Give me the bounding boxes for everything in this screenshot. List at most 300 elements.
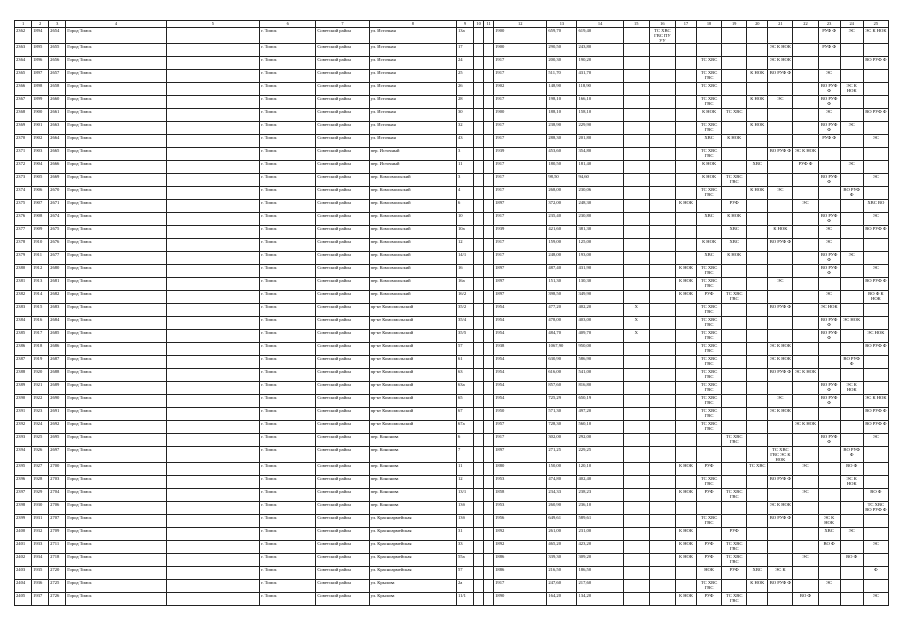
table-cell: 2363 [15,44,32,57]
table-cell: г. Томск [260,447,316,463]
table-cell: ЭС К НОК [793,148,818,161]
table-cell: ул. Источная [369,28,456,44]
table-cell: 1892 [494,528,547,541]
table-cell [166,580,259,593]
table-cell: 2704 [49,489,66,502]
table-cell: К НОК [675,489,696,502]
table-cell: 1905 [32,174,49,187]
table-cell [623,174,649,187]
table-cell [697,434,722,447]
table-cell: Советский район [316,528,369,541]
table-cell: ВО РУФ Ф [768,515,793,528]
column-number: 11 [484,21,494,28]
column-number: 7 [316,21,369,28]
table-cell: ТС ХВС ГВС [697,317,722,330]
table-row [15,122,889,135]
table-cell: К НОК [675,593,696,606]
table-cell: 950,00 [577,343,623,356]
table-cell: 2395 [15,463,32,476]
table-cell [793,356,818,369]
table-cell: пер. Кононова [369,447,456,463]
table-cell: 198,10 [547,96,577,109]
table-cell [166,44,259,57]
table-cell: пер. Комсомольский [369,278,456,291]
table-cell [818,489,840,502]
table-row [15,369,889,382]
table-cell: 2а [456,580,473,593]
table-cell [747,317,768,330]
table-cell: ХВС [722,226,747,239]
table-cell: Советский район [316,593,369,606]
table-cell [675,408,696,421]
table-cell [768,317,793,330]
table-cell: 2371 [15,148,32,161]
table-cell [166,541,259,554]
table-cell: 2692 [49,421,66,434]
table-cell: 372,00 [547,200,577,213]
table-cell [818,57,840,70]
table-row [15,593,889,606]
table-cell: 120,10 [577,463,623,476]
table-cell [649,356,675,369]
table-row [15,554,889,567]
table-cell: ВО РУФ Ф [818,252,840,265]
table-cell: 1957 [494,421,547,434]
table-row [15,278,889,291]
table-cell: Советский район [316,226,369,239]
table-cell [793,434,818,447]
table-cell: 2378 [15,239,32,252]
table-cell: РУФ [722,528,747,541]
table-row [15,343,889,356]
table-row [15,213,889,226]
table-cell: 1924 [32,421,49,434]
table-cell [793,265,818,278]
table-cell: 158,10 [577,109,623,122]
table-cell: Советский район [316,278,369,291]
table-cell: Город Томск [66,593,166,606]
table-cell: пер. Комсомольский [369,291,456,304]
table-cell: 16 [456,265,473,278]
table-cell: 11/1 [456,593,473,606]
table-cell [484,57,494,70]
table-cell: 1895 [32,44,49,57]
table-cell [484,330,494,343]
table-cell: ул. Источная [369,70,456,83]
table-cell: РУФ [697,489,722,502]
table-cell [793,304,818,317]
table-cell [484,135,494,148]
table-cell [484,421,494,434]
table-cell: 2377 [15,226,32,239]
table-cell: 2370 [15,135,32,148]
table-cell: 2689 [49,382,66,395]
table-cell [840,330,863,343]
column-number: 1 [15,21,32,28]
table-cell: 125,00 [577,239,623,252]
table-cell [623,593,649,606]
table-cell: ВО РУФ Ф [818,122,840,135]
table-cell: 423,20 [577,541,623,554]
table-cell [722,382,747,395]
table-cell [484,148,494,161]
table-cell: Город Томск [66,239,166,252]
table-cell: Советский район [316,135,369,148]
column-number: 16 [649,21,675,28]
table-cell [649,278,675,291]
table-cell: 268,00 [547,187,577,200]
table-cell: 134,20 [577,593,623,606]
table-cell: Советский район [316,421,369,434]
table-cell [166,135,259,148]
table-cell: 1928 [32,476,49,489]
table-cell: К НОК [747,122,768,135]
table-cell: ХВС [697,252,722,265]
table-cell: 421,60 [547,226,577,239]
table-cell: ЭС [840,528,863,541]
table-cell [818,476,840,489]
table-cell: г. Томск [260,502,316,515]
table-cell: 2681 [49,278,66,291]
table-row [15,502,889,515]
table-cell [623,278,649,291]
table-cell [722,96,747,109]
column-number: 14 [577,21,623,28]
table-cell: ЭС [863,541,888,554]
table-cell: ЭС [818,239,840,252]
table-cell: 166,10 [577,96,623,109]
table-cell [649,291,675,304]
table-cell [623,408,649,421]
table-cell [747,265,768,278]
table-cell [863,580,888,593]
table-cell [649,408,675,421]
table-cell [863,187,888,200]
table-cell: г. Томск [260,96,316,109]
table-cell [649,252,675,265]
table-cell: 571,30 [547,408,577,421]
table-cell: Город Томск [66,408,166,421]
table-row [15,528,889,541]
table-row [15,476,889,489]
table-cell: РУФ [697,291,722,304]
table-cell: ТС ХВС ГВС [697,421,722,434]
table-cell [474,395,484,408]
table-cell: ЭС К НОК [840,476,863,489]
table-row [15,304,889,317]
table-cell [840,421,863,434]
table-cell: РУФ Ф [818,28,840,44]
table-cell: ЭС [768,395,793,408]
table-cell: 67а [456,421,473,434]
table-cell: 659,70 [547,28,577,44]
table-cell: 1926 [32,447,49,463]
table-cell [474,28,484,44]
table-cell [649,317,675,330]
table-cell: 2375 [15,200,32,213]
table-cell: ТС ХВС ГВС [697,382,722,395]
table-cell: г. Томск [260,187,316,200]
table-cell: Советский район [316,44,369,57]
table-cell [675,161,696,174]
table-cell [747,554,768,567]
table-cell [649,304,675,317]
table-cell: ЭС [768,96,793,109]
table-cell: ХВС [722,239,747,252]
table-cell: ул. Крылова [369,580,456,593]
table-row [15,187,889,200]
table-cell [747,447,768,463]
table-cell: ЭС К НОК [768,44,793,57]
table-cell: 24 [456,57,473,70]
table-cell [474,554,484,567]
table-cell: 1900 [494,109,547,122]
table-cell: 1921 [32,382,49,395]
table-cell: пер. Кононова [369,434,456,447]
table-cell: 1900 [32,109,49,122]
table-cell [474,109,484,122]
table-cell: ВО РУФ Ф [840,447,863,463]
table-cell: 1923 [32,408,49,421]
table-cell: Город Томск [66,174,166,187]
table-cell: 1067,90 [547,343,577,356]
table-cell [484,122,494,135]
table-cell: ВО РУФ Ф [768,580,793,593]
table-cell [474,148,484,161]
table-cell: 2726 [49,593,66,606]
table-cell: 2700 [49,463,66,476]
column-number: 18 [697,21,722,28]
table-cell: 1954 [494,330,547,343]
table-cell: 2398 [15,502,32,515]
table-cell: 2682 [49,291,66,304]
table-cell [474,580,484,593]
table-cell: ул. Красноармейская [369,528,456,541]
table-cell [649,239,675,252]
table-cell: К НОК [697,109,722,122]
table-cell: пр-кт Комсомольский [369,382,456,395]
table-cell [863,70,888,83]
table-cell: Город Томск [66,252,166,265]
table-cell: 2385 [15,330,32,343]
table-cell [474,382,484,395]
table-cell [747,304,768,317]
table-cell [649,57,675,70]
table-cell: ЭС К НОК [840,382,863,395]
table-cell [840,70,863,83]
table-cell: Город Томск [66,28,166,44]
table-cell [768,252,793,265]
table-cell [675,135,696,148]
column-number: 21 [768,21,793,28]
table-cell: 2658 [49,83,66,96]
table-cell: 61 [456,356,473,369]
table-cell: ТС ХВС ГВС [697,356,722,369]
table-cell [722,148,747,161]
table-cell: ЭС [863,174,888,187]
column-number: 22 [793,21,818,28]
table-cell [818,567,840,580]
table-cell: Советский район [316,57,369,70]
table-cell [793,28,818,44]
table-cell: ЭС [840,252,863,265]
table-cell: Советский район [316,70,369,83]
table-cell: 1934 [32,554,49,567]
table-cell: ТС ХВС ГВС [722,593,747,606]
table-cell: 1953 [494,476,547,489]
table-cell: РУФ Ф [818,44,840,57]
table-cell: 2677 [49,252,66,265]
table-cell [623,476,649,489]
table-cell: 1906 [32,187,49,200]
table-cell: 1954 [494,395,547,408]
table-cell [840,541,863,554]
table-cell [474,421,484,434]
table-cell [747,395,768,408]
table-cell [474,317,484,330]
table-cell: 1917 [494,57,547,70]
table-cell: РУФ Ф [793,161,818,174]
table-cell [768,109,793,122]
table-cell [649,213,675,226]
table-row [15,57,889,70]
table-cell: 188,10 [547,109,577,122]
table-cell: ТС ХВС ГВС [697,96,722,109]
table-cell: Город Томск [66,135,166,148]
table-cell [649,515,675,528]
table-cell [623,96,649,109]
table-cell [747,28,768,44]
table-cell: К НОК [675,291,696,304]
table-cell [474,502,484,515]
table-cell: К НОК [747,187,768,200]
table-cell [484,200,494,213]
table-cell [840,343,863,356]
table-cell: 1917 [494,580,547,593]
table-cell: 248,00 [547,252,577,265]
table-cell [474,567,484,580]
table-cell [818,593,840,606]
table-cell [166,187,259,200]
table-cell: 229,25 [577,447,623,463]
table-cell: 2709 [49,528,66,541]
table-cell: 2663 [49,122,66,135]
column-number: 17 [675,21,696,28]
table-row [15,83,889,96]
table-cell: г. Томск [260,122,316,135]
table-cell: ТС ХВС ГВС [722,554,747,567]
table-cell: 381,30 [577,226,623,239]
table-cell [623,528,649,541]
table-cell: ТС ХВС ГВС [722,174,747,187]
table-cell: Город Томск [66,356,166,369]
table-cell [623,291,649,304]
table-cell: 2369 [15,122,32,135]
table-cell: 2703 [49,476,66,489]
table-cell: ЭС [818,70,840,83]
table-cell: ВО РУФ Ф [768,476,793,489]
table-cell [675,109,696,122]
table-cell [675,369,696,382]
table-cell [474,408,484,421]
table-cell [623,226,649,239]
table-cell [474,239,484,252]
table-cell: Город Томск [66,528,166,541]
table-cell [649,554,675,567]
table-cell: ТС ХВС ГВС [697,408,722,421]
table-cell: ЭС [840,161,863,174]
table-cell [747,83,768,96]
table-cell: 200,30 [547,57,577,70]
table-cell [474,447,484,463]
table-cell: ЭС [863,434,888,447]
table-cell [793,330,818,343]
table-cell [649,502,675,515]
table-cell: ТС ХВС ГВС [697,330,722,343]
table-cell: 1917 [494,213,547,226]
table-row [15,239,889,252]
table-cell: г. Томск [260,57,316,70]
table-cell: 230,06 [577,187,623,200]
table-cell [722,395,747,408]
table-cell: 7 [456,447,473,463]
table-cell [793,541,818,554]
table-cell [840,395,863,408]
table-cell: 619,40 [577,28,623,44]
table-cell: ВО Ф [818,541,840,554]
table-cell [722,83,747,96]
table-cell: Советский район [316,239,369,252]
table-cell [649,447,675,463]
table-cell: г. Томск [260,174,316,187]
table-cell: 560,10 [577,421,623,434]
table-cell [818,408,840,421]
table-cell [675,96,696,109]
table-cell [840,265,863,278]
table-cell: ул. Крылова [369,593,456,606]
table-cell [722,122,747,135]
table-cell: пер. Кононова [369,489,456,502]
table-row [15,174,889,187]
table-cell: ТС ХВС ГВС [697,395,722,408]
table-cell: ЭС К НОК [863,395,888,408]
table-cell [166,382,259,395]
table-cell: г. Томск [260,434,316,447]
table-cell: Город Томск [66,96,166,109]
table-cell: 1931 [32,515,49,528]
table-cell: X [623,317,649,330]
table-cell [484,28,494,44]
table-cell [793,174,818,187]
table-cell [722,580,747,593]
table-cell: 2684 [49,317,66,330]
table-cell [675,239,696,252]
table-cell: 1954 [494,304,547,317]
table-cell [474,161,484,174]
table-cell: ВО РУФ Ф [818,317,840,330]
table-cell [675,502,696,515]
table-cell [793,109,818,122]
table-cell [166,57,259,70]
table-cell: 217,60 [577,580,623,593]
table-cell: ТС ХВС ГВС [697,369,722,382]
table-cell [793,278,818,291]
table-cell: 1912 [32,265,49,278]
table-cell: Город Томск [66,476,166,489]
table-cell: 2707 [49,515,66,528]
table-cell [722,57,747,70]
table-cell [484,382,494,395]
